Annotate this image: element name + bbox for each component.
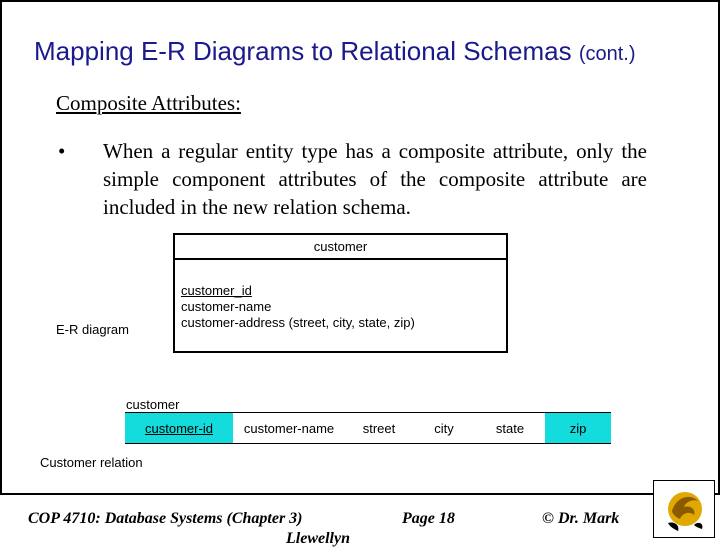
er-entity-name: customer: [175, 235, 506, 260]
er-attribute: customer-address (street, city, state, zip): [181, 315, 415, 330]
relation-column-pk: customer-id: [125, 413, 233, 444]
footer-author: © Dr. Mark: [542, 510, 620, 527]
relation-column: state: [475, 413, 545, 444]
ucf-pegasus-logo-icon: [653, 480, 715, 538]
er-diagram-label: E-R diagram: [56, 322, 129, 337]
er-attribute-list: [181, 283, 415, 331]
relation-caption: Customer relation: [40, 455, 143, 470]
relation-column: zip: [545, 413, 611, 444]
relation-row: [125, 413, 611, 444]
slide-title: [34, 36, 636, 67]
er-entity-box: [173, 233, 508, 353]
er-attribute: customer_id: [181, 283, 252, 298]
relation-column: city: [413, 413, 475, 444]
footer-rule: [0, 493, 720, 495]
section-heading: Composite Attributes:: [56, 91, 241, 115]
relation-column: customer-name: [233, 413, 345, 444]
bullet-text: When a regular entity type has a composite attribute, only the simple component attributes of the composite attribute are included in the new relation schema.: [103, 139, 647, 219]
er-attribute: customer-name: [181, 299, 272, 314]
footer-course: COP 4710: Database Systems (Chapter 3): [28, 510, 303, 527]
footer-author-overflow: Llewellyn: [286, 530, 350, 547]
bullet-marker: •: [58, 139, 66, 163]
frame-top: [0, 0, 720, 2]
relation-table: [125, 412, 611, 444]
frame-left: [0, 0, 2, 495]
title-cont: (cont.): [578, 43, 636, 65]
ucf-pegasus-logo-icon: [654, 481, 714, 537]
relation-name: customer: [126, 397, 180, 412]
relation-column: street: [345, 413, 413, 444]
footer-page-number: Page 18: [402, 510, 455, 527]
title-main: Mapping E-R Diagrams to Relational Schemas: [34, 36, 572, 66]
